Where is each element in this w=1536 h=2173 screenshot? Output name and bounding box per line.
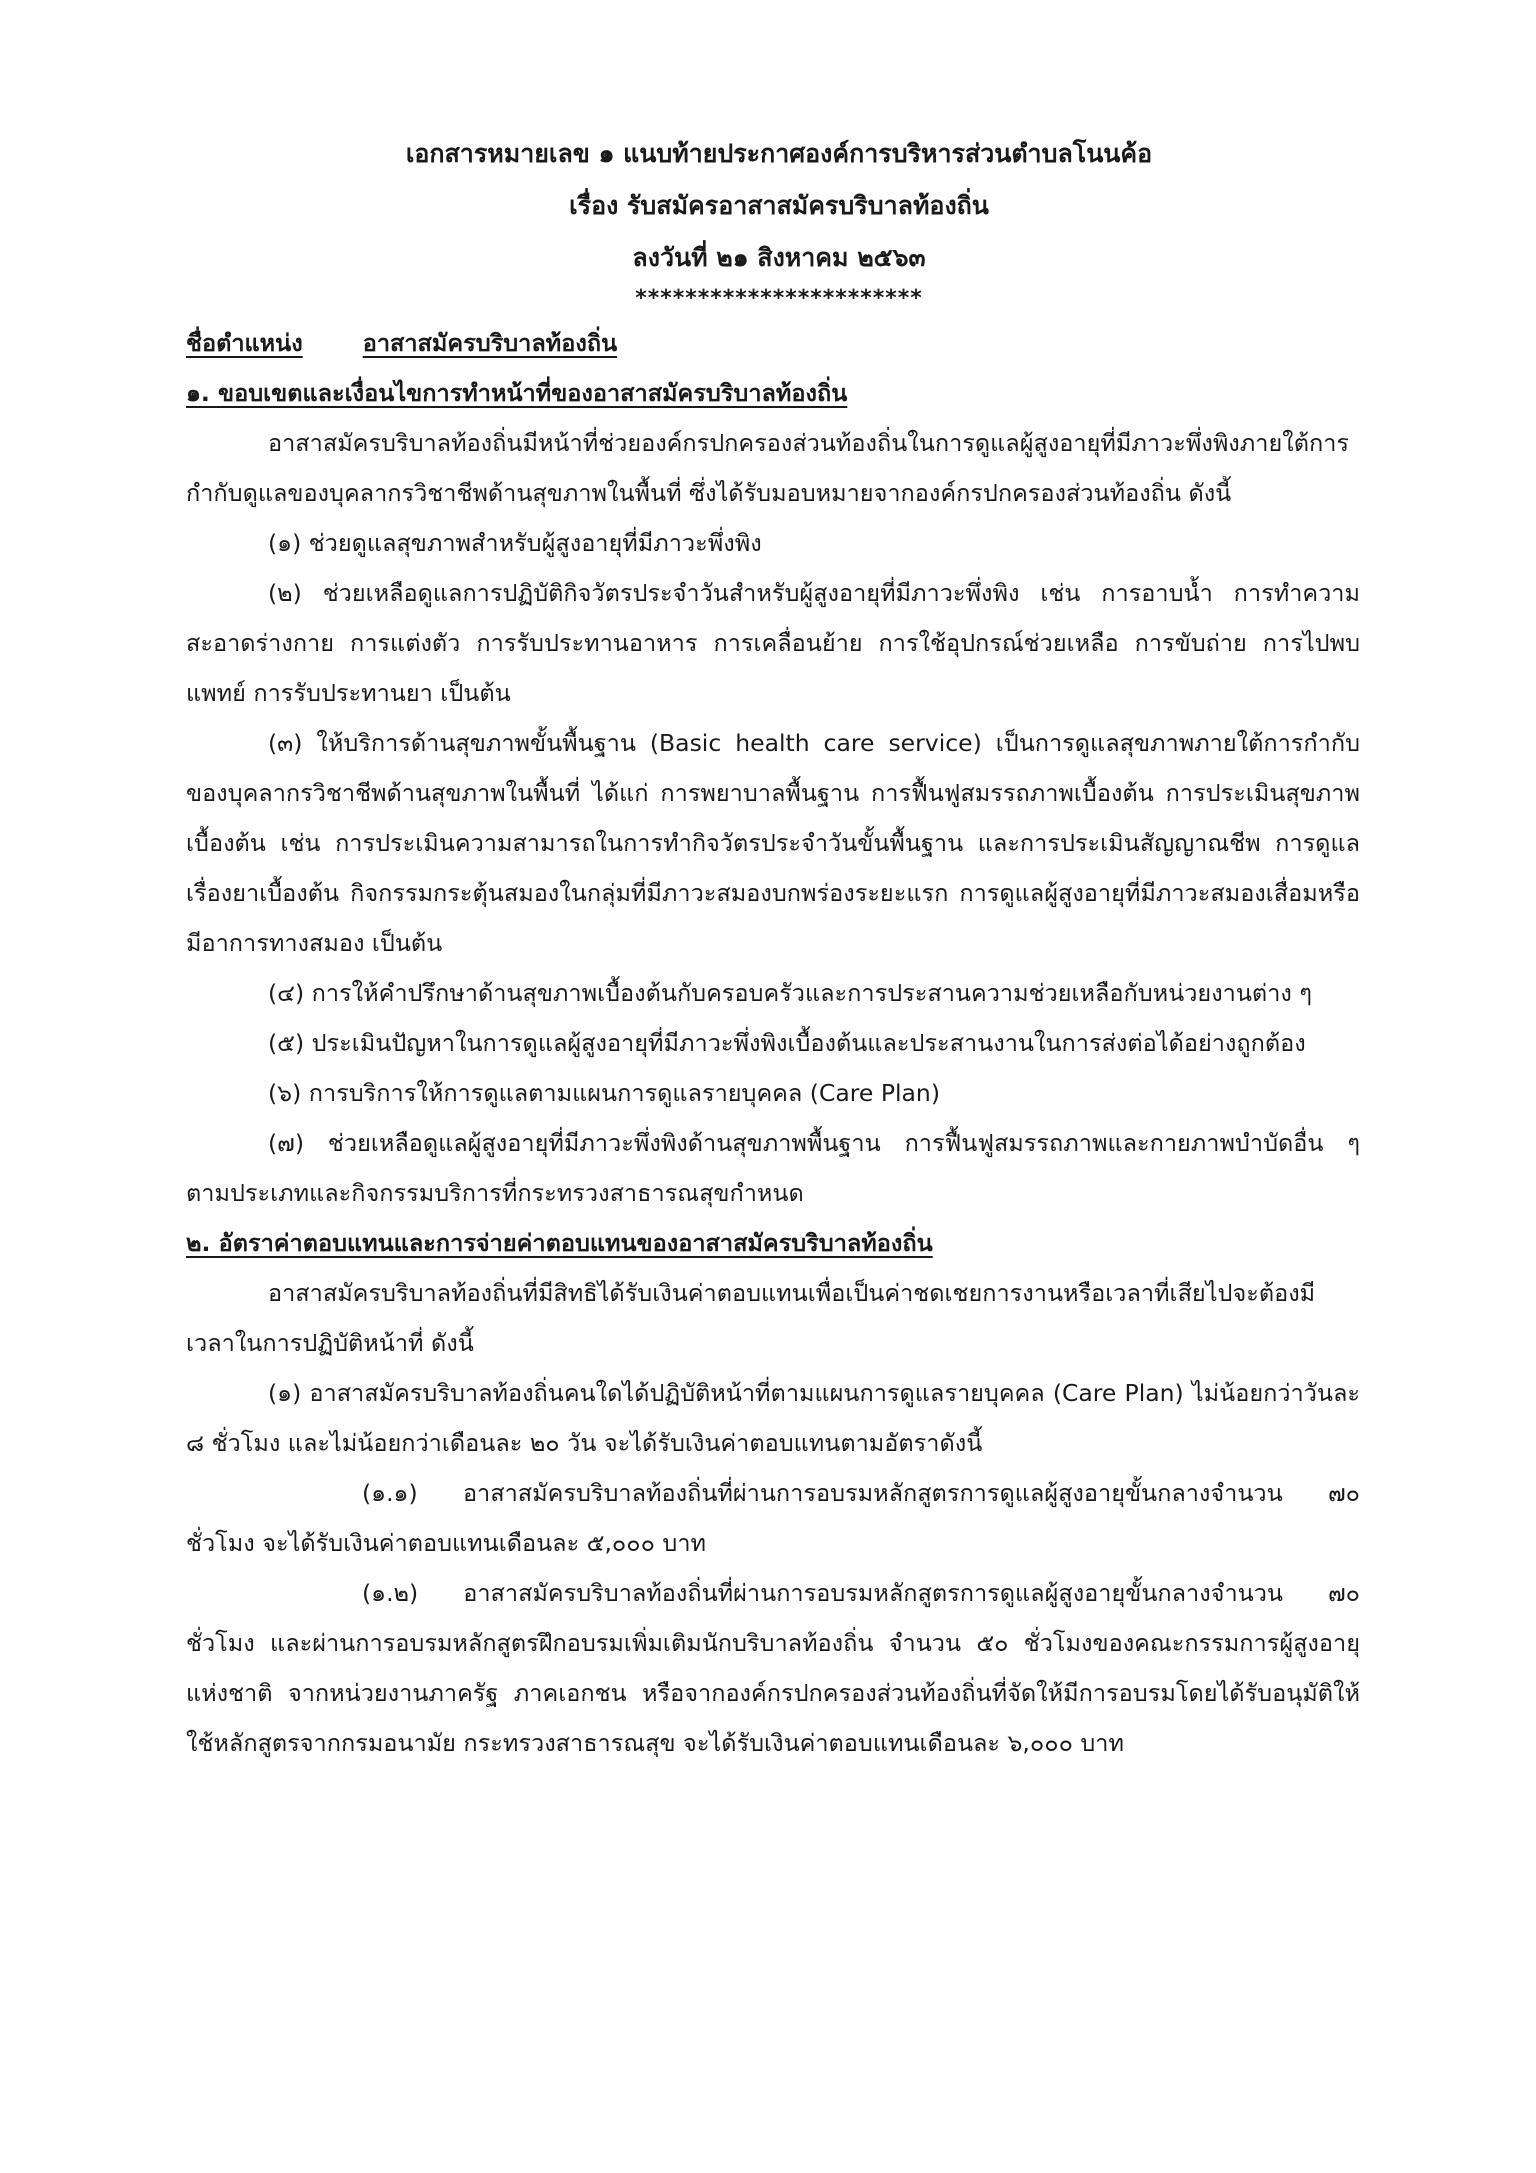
- section-1-item-2: (๒) ช่วยเหลือดูแลการปฏิบัติกิจวัตรประจำวันสำหรับผู้สูงอายุที่มีภาวะพึ่งพิง เช่น การอาบน้ำ การทำความสะอาดร่างกาย การแต่งตัว การรับประทานอาหาร การเคลื่อนย้าย การใช้อุปกรณ์ช่วยเหลือ การขับถ่าย การไปพบแพทย์ การรับประทานยา เป็นต้น: [186, 579, 1360, 707]
- header-separator: ***********************: [635, 286, 923, 311]
- section-1-item-6: (๖) การบริการให้การดูแลตามแผนการดูแลรายบุคคล (Care Plan): [268, 1079, 940, 1107]
- section-1-heading: ๑. ขอบเขตและเงื่อนไขการทำหน้าที่ของอาสาสมัครบริบาลท้องถิ่น: [186, 379, 848, 407]
- header-title: เอกสารหมายเลข ๑ แนบท้ายประกาศองค์การบริหารส่วนตำบลโนนค้อ: [405, 139, 1153, 168]
- section-2-sub-item-1-2: (๑.๒) อาสาสมัครบริบาลท้องถิ่นที่ผ่านการอบรมหลักสูตรการดูแลผู้สูงอายุขั้นกลางจำนวน ๗๐ ชั่วโมง และผ่านการอบรมหลักสูตรฝึกอบรมเพิ่มเติมนักบริบาลท้องถิ่น จำนวน ๕๐ ชั่วโมงของคณะกรรมการผู้สูงอายุแห่งชาติ จากหน่วยงานภาครัฐ ภาคเอกชน หรือจากองค์กรปกครองส่วนท้องถิ่นที่จัดให้มีการอบรมโดยได้รับอนุมัติให้ใช้หลักสูตรจากกรมอนามัย กระทรวงสาธารณสุข จะได้รับเงินค่าตอบแทนเดือนละ ๖,๐๐๐ บาท: [186, 1579, 1360, 1757]
- section-1-item-1: (๑) ช่วยดูแลสุขภาพสำหรับผู้สูงอายุที่มีภาวะพึ่งพิง: [268, 529, 762, 557]
- section-2-item-1: (๑) อาสาสมัครบริบาลท้องถิ่นคนใดได้ปฏิบัติหน้าที่ตามแผนการดูแลรายบุคคล (Care Plan) ไม่น้อยกว่าวันละ ๘ ชั่วโมง และไม่น้อยกว่าเดือนละ ๒๐ วัน จะได้รับเงินค่าตอบแทนตามอัตราดังนี้: [186, 1379, 1360, 1457]
- position-row: [186, 318, 1360, 368]
- header-date: ลงวันที่ ๒๑ สิงหาคม ๒๕๖๓: [632, 243, 926, 272]
- section-1-item-4: (๔) การให้คำปรึกษาด้านสุขภาพเบื้องต้นกับครอบครัวและการประสานความช่วยเหลือกับหน่วยงานต่าง ๆ: [268, 979, 1312, 1007]
- section-1-intro: อาสาสมัครบริบาลท้องถิ่นมีหน้าที่ช่วยองค์กรปกครองส่วนท้องถิ่นในการดูแลผู้สูงอายุที่มีภาวะพึ่งพิงภายใต้การกำกับดูแลของบุคลากรวิชาชีพด้านสุขภาพในพื้นที่ ซึ่งได้รับมอบหมายจากองค์กรปกครองส่วนท้องถิ่น ดังนี้: [186, 429, 1350, 507]
- position-value: อาสาสมัครบริบาลท้องถิ่น: [362, 329, 618, 357]
- section-1-item-3: (๓) ให้บริการด้านสุขภาพขั้นพื้นฐาน (Basic health care service) เป็นการดูแลสุขภาพภายใต้การกำกับของบุคลากรวิชาชีพด้านสุขภาพในพื้นที่ ได้แก่ การพยาบาลพื้นฐาน การฟื้นฟูสมรรถภาพเบื้องต้น การประเมินสุขภาพเบื้องต้น เช่น การประเมินความสามารถในการทำกิจวัตรประจำวันขั้นพื้นฐาน และการประเมินสัญญาณชีพ การดูแลเรื่องยาเบื้องต้น กิจกรรมกระตุ้นสมองในกลุ่มที่มีภาวะสมองบกพร่องระยะแรก การดูแลผู้สูงอายุที่มีภาวะสมองเสื่อมหรือมีอาการทางสมอง เป็นต้น: [186, 729, 1360, 957]
- section-1-item-5: (๕) ประเมินปัญหาในการดูแลผู้สูงอายุที่มีภาวะพึ่งพิงเบื้องต้นและประสานงานในการส่งต่อได้อย่างถูกต้อง: [268, 1029, 1306, 1057]
- section-2-intro: อาสาสมัครบริบาลท้องถิ่นที่มีสิทธิได้รับเงินค่าตอบแทนเพื่อเป็นค่าชดเชยการงานหรือเวลาที่เสียไปจะต้องมีเวลาในการปฏิบัติหน้าที่ ดังนี้: [186, 1279, 1316, 1357]
- document-header: [198, 128, 1360, 314]
- section-2-sub-item-1-1: (๑.๑) อาสาสมัครบริบาลท้องถิ่นที่ผ่านการอบรมหลักสูตรการดูแลผู้สูงอายุขั้นกลางจำนวน ๗๐ ชั่วโมง จะได้รับเงินค่าตอบแทนเดือนละ ๕,๐๐๐ บาท: [186, 1479, 1360, 1557]
- header-subject: เรื่อง รับสมัครอาสาสมัครบริบาลท้องถิ่น: [569, 191, 989, 220]
- position-label: ชื่อตำแหน่ง: [186, 329, 303, 357]
- section-1-item-7: (๗) ช่วยเหลือดูแลผู้สูงอายุที่มีภาวะพึ่งพิงด้านสุขภาพพื้นฐาน การฟื้นฟูสมรรถภาพและกายภาพบำบัดอื่น ๆ ตามประเภทและกิจกรรมบริการที่กระทรวงสาธารณสุขกำหนด: [186, 1129, 1360, 1207]
- section-2-heading: ๒. อัตราค่าตอบแทนและการจ่ายค่าตอบแทนของอาสาสมัครบริบาลท้องถิ่น: [186, 1229, 933, 1257]
- document-body: [186, 318, 1360, 1768]
